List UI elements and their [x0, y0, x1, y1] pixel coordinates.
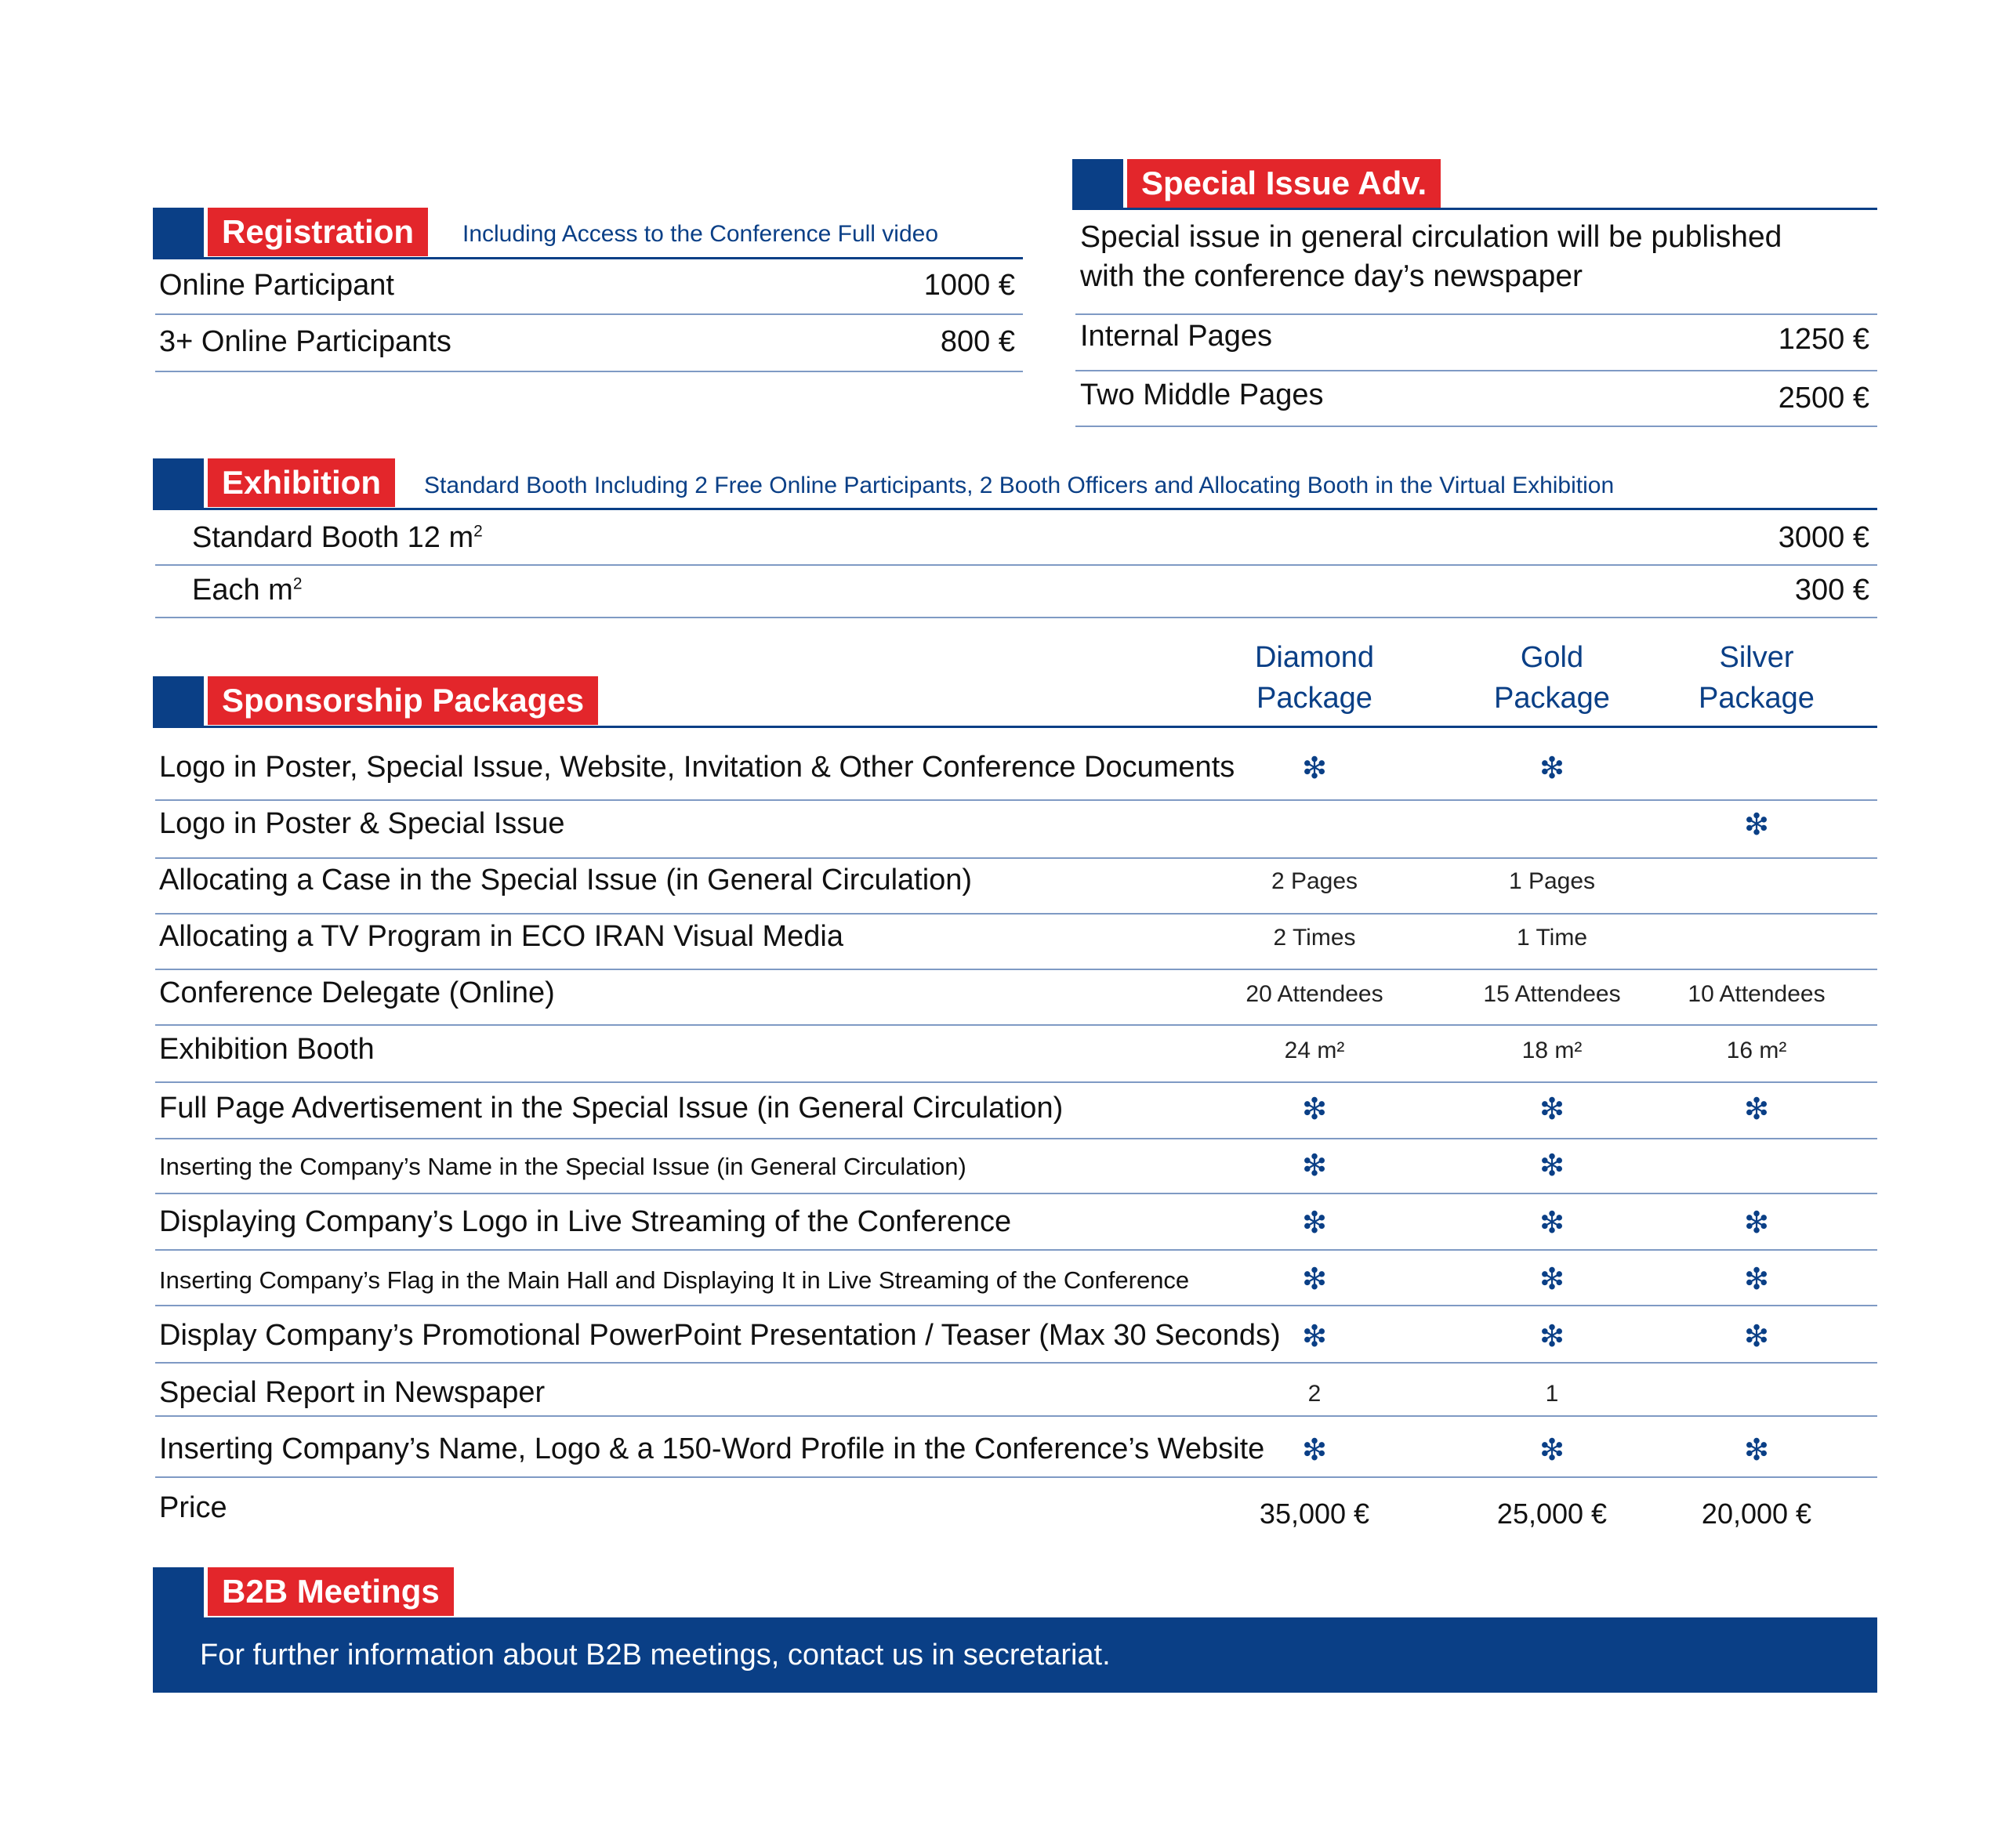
divider [155, 969, 1877, 970]
sponsorship-cell: 16 m² [1726, 1038, 1787, 1063]
included-star-icon: ❇ [1744, 809, 1769, 842]
divider [155, 1024, 1877, 1026]
superscript: 2 [292, 574, 303, 593]
exhibition-item-price: 3000 € [1778, 521, 1869, 554]
included-star-icon: ❇ [1302, 1207, 1327, 1240]
included-star-icon: ❇ [1539, 1320, 1565, 1353]
sponsorship-rule [153, 726, 1877, 728]
sponsorship-row-label: Displaying Company’s Logo in Live Streaming of the Conference [159, 1205, 1012, 1238]
sponsorship-cell: 2 [1307, 1381, 1322, 1407]
column-header-line: Package [1494, 682, 1610, 715]
exhibition-title: Exhibition [208, 458, 395, 507]
included-star-icon: ❇ [1539, 1207, 1565, 1240]
sponsorship-row-label: Inserting Company’s Name, Logo & a 150-Word Profile in the Conference’s Website [159, 1433, 1265, 1465]
divider [155, 313, 1023, 315]
registration-rule [153, 257, 1023, 259]
included-star-icon: ❇ [1302, 1150, 1327, 1183]
registration-item-label: Online Participant [159, 269, 394, 302]
b2b-banner: For further information about B2B meetings, contact us in secretariat. [153, 1617, 1877, 1693]
sponsorship-row-label: Logo in Poster & Special Issue [159, 807, 565, 840]
sponsorship-cell: 1 Pages [1508, 868, 1596, 894]
divider [155, 1362, 1877, 1364]
divider [155, 1138, 1877, 1139]
exhibition-note: Standard Booth Including 2 Free Online Participants, 2 Booth Officers and Allocating Booth in the Virtual Exhibition [424, 473, 1615, 498]
included-star-icon: ❇ [1302, 1320, 1327, 1353]
column-header-line: Diamond [1254, 641, 1375, 674]
column-header-line: Package [1256, 682, 1372, 715]
sponsorship-cell: 18 m² [1521, 1038, 1583, 1063]
sponsorship-row-label: Allocating a TV Program in ECO IRAN Visual Media [159, 920, 843, 953]
divider [155, 1081, 1877, 1083]
included-star-icon: ❇ [1539, 1150, 1565, 1183]
registration-title: Registration [208, 208, 428, 256]
sponsorship-cell: 15 Attendees [1483, 981, 1621, 1007]
exhibition-item-label: Standard Booth 12 $m^2$ [192, 521, 483, 554]
sponsorship-cell: 2 Pages [1271, 868, 1358, 894]
included-star-icon: ❇ [1539, 1434, 1565, 1467]
special-issue-item-label: Two Middle Pages [1080, 379, 1324, 411]
included-star-icon: ❇ [1744, 1263, 1769, 1296]
divider [155, 1305, 1877, 1306]
special-issue-rule [1072, 208, 1877, 210]
special-issue-item-label: Internal Pages [1080, 320, 1273, 353]
sponsorship-cell: 2 Times [1273, 925, 1356, 951]
exhibition-item-price: 300 € [1794, 574, 1869, 607]
sponsorship-row-label: Exhibition Booth [159, 1033, 375, 1066]
included-star-icon: ❇ [1744, 1434, 1769, 1467]
divider [155, 913, 1877, 915]
sponsorship-cell: 10 Attendees [1688, 981, 1826, 1007]
sponsorship-row-label: Logo in Poster, Special Issue, Website, Invitation & Other Conference Documents [159, 751, 1235, 784]
divider [155, 1415, 1877, 1417]
column-header-line: Silver [1719, 641, 1794, 674]
sponsorship-cell: 1 Time [1516, 925, 1588, 951]
special-issue-header-block [1072, 159, 1123, 210]
sponsorship-cell: 24 m² [1284, 1038, 1345, 1063]
included-star-icon: ❇ [1744, 1207, 1769, 1240]
special-issue-title: Special Issue Adv. [1127, 159, 1441, 208]
column-header-diamond [1213, 637, 1416, 719]
sponsorship-row-label: Price [159, 1491, 227, 1524]
package-price: 25,000 € [1496, 1498, 1608, 1530]
sponsorship-cell: 20 Attendees [1245, 981, 1383, 1007]
included-star-icon: ❇ [1302, 1093, 1327, 1126]
divider [155, 371, 1023, 372]
registration-header-block [153, 208, 204, 259]
registration-item-price: 1000 € [923, 269, 1015, 302]
b2b-title: B2B Meetings [208, 1567, 454, 1616]
divider [1075, 370, 1877, 371]
sponsorship-row-label: Conference Delegate (Online) [159, 976, 555, 1009]
sponsorship-row-label: Special Report in Newspaper [159, 1376, 546, 1409]
divider [155, 799, 1877, 801]
divider [155, 617, 1877, 618]
divider [155, 857, 1877, 859]
divider [155, 1476, 1877, 1478]
special-issue-item-price: 2500 € [1778, 382, 1869, 415]
sponsorship-row-label: Inserting the Company’s Name in the Special Issue (in General Circulation) [159, 1153, 966, 1180]
sponsorship-row-label: Allocating a Case in the Special Issue (in General Circulation) [159, 864, 973, 896]
column-header-line: Gold [1520, 641, 1584, 674]
sponsorship-header-block [153, 676, 204, 727]
special-issue-item-price: 1250 € [1778, 323, 1869, 356]
included-star-icon: ❇ [1539, 1263, 1565, 1296]
divider [1075, 426, 1877, 427]
column-header-gold [1450, 637, 1654, 719]
exhibition-header-block [153, 458, 204, 509]
registration-item-price: 800 € [940, 325, 1015, 358]
divider [155, 564, 1877, 566]
exhibition-item-label: Each $m^2$ [192, 574, 303, 607]
included-star-icon: ❇ [1744, 1320, 1769, 1353]
column-header-line: Package [1699, 682, 1815, 715]
divider [1075, 313, 1877, 315]
included-star-icon: ❇ [1302, 1434, 1327, 1467]
included-star-icon: ❇ [1539, 1093, 1565, 1126]
sponsorship-row-label: Full Page Advertisement in the Special Issue (in General Circulation) [159, 1092, 1064, 1125]
package-price: 35,000 € [1259, 1498, 1370, 1530]
sponsorship-row-label: Display Company’s Promotional PowerPoint Presentation / Teaser (Max 30 Seconds) [159, 1319, 1281, 1352]
superscript: 2 [473, 522, 483, 541]
registration-note: Including Access to the Conference Full video [462, 221, 939, 247]
exhibition-rule [153, 508, 1877, 510]
sponsorship-title: Sponsorship Packages [208, 676, 598, 725]
package-price: 20,000 € [1701, 1498, 1812, 1530]
included-star-icon: ❇ [1302, 1263, 1327, 1296]
divider [155, 1249, 1877, 1251]
sponsorship-row-label: Inserting Company’s Flag in the Main Hall and Displaying It in Live Streaming of the Conference [159, 1266, 1190, 1294]
sponsorship-cell: 1 [1545, 1381, 1559, 1407]
b2b-header-block [153, 1567, 204, 1618]
included-star-icon: ❇ [1539, 752, 1565, 785]
registration-item-label: 3+ Online Participants [159, 325, 451, 358]
column-header-silver [1655, 637, 1858, 719]
included-star-icon: ❇ [1302, 752, 1327, 785]
divider [155, 1193, 1877, 1194]
included-star-icon: ❇ [1744, 1093, 1769, 1126]
special-issue-description: Special issue in general circulation will be published with the conference day’s newspaper [1080, 220, 1782, 293]
